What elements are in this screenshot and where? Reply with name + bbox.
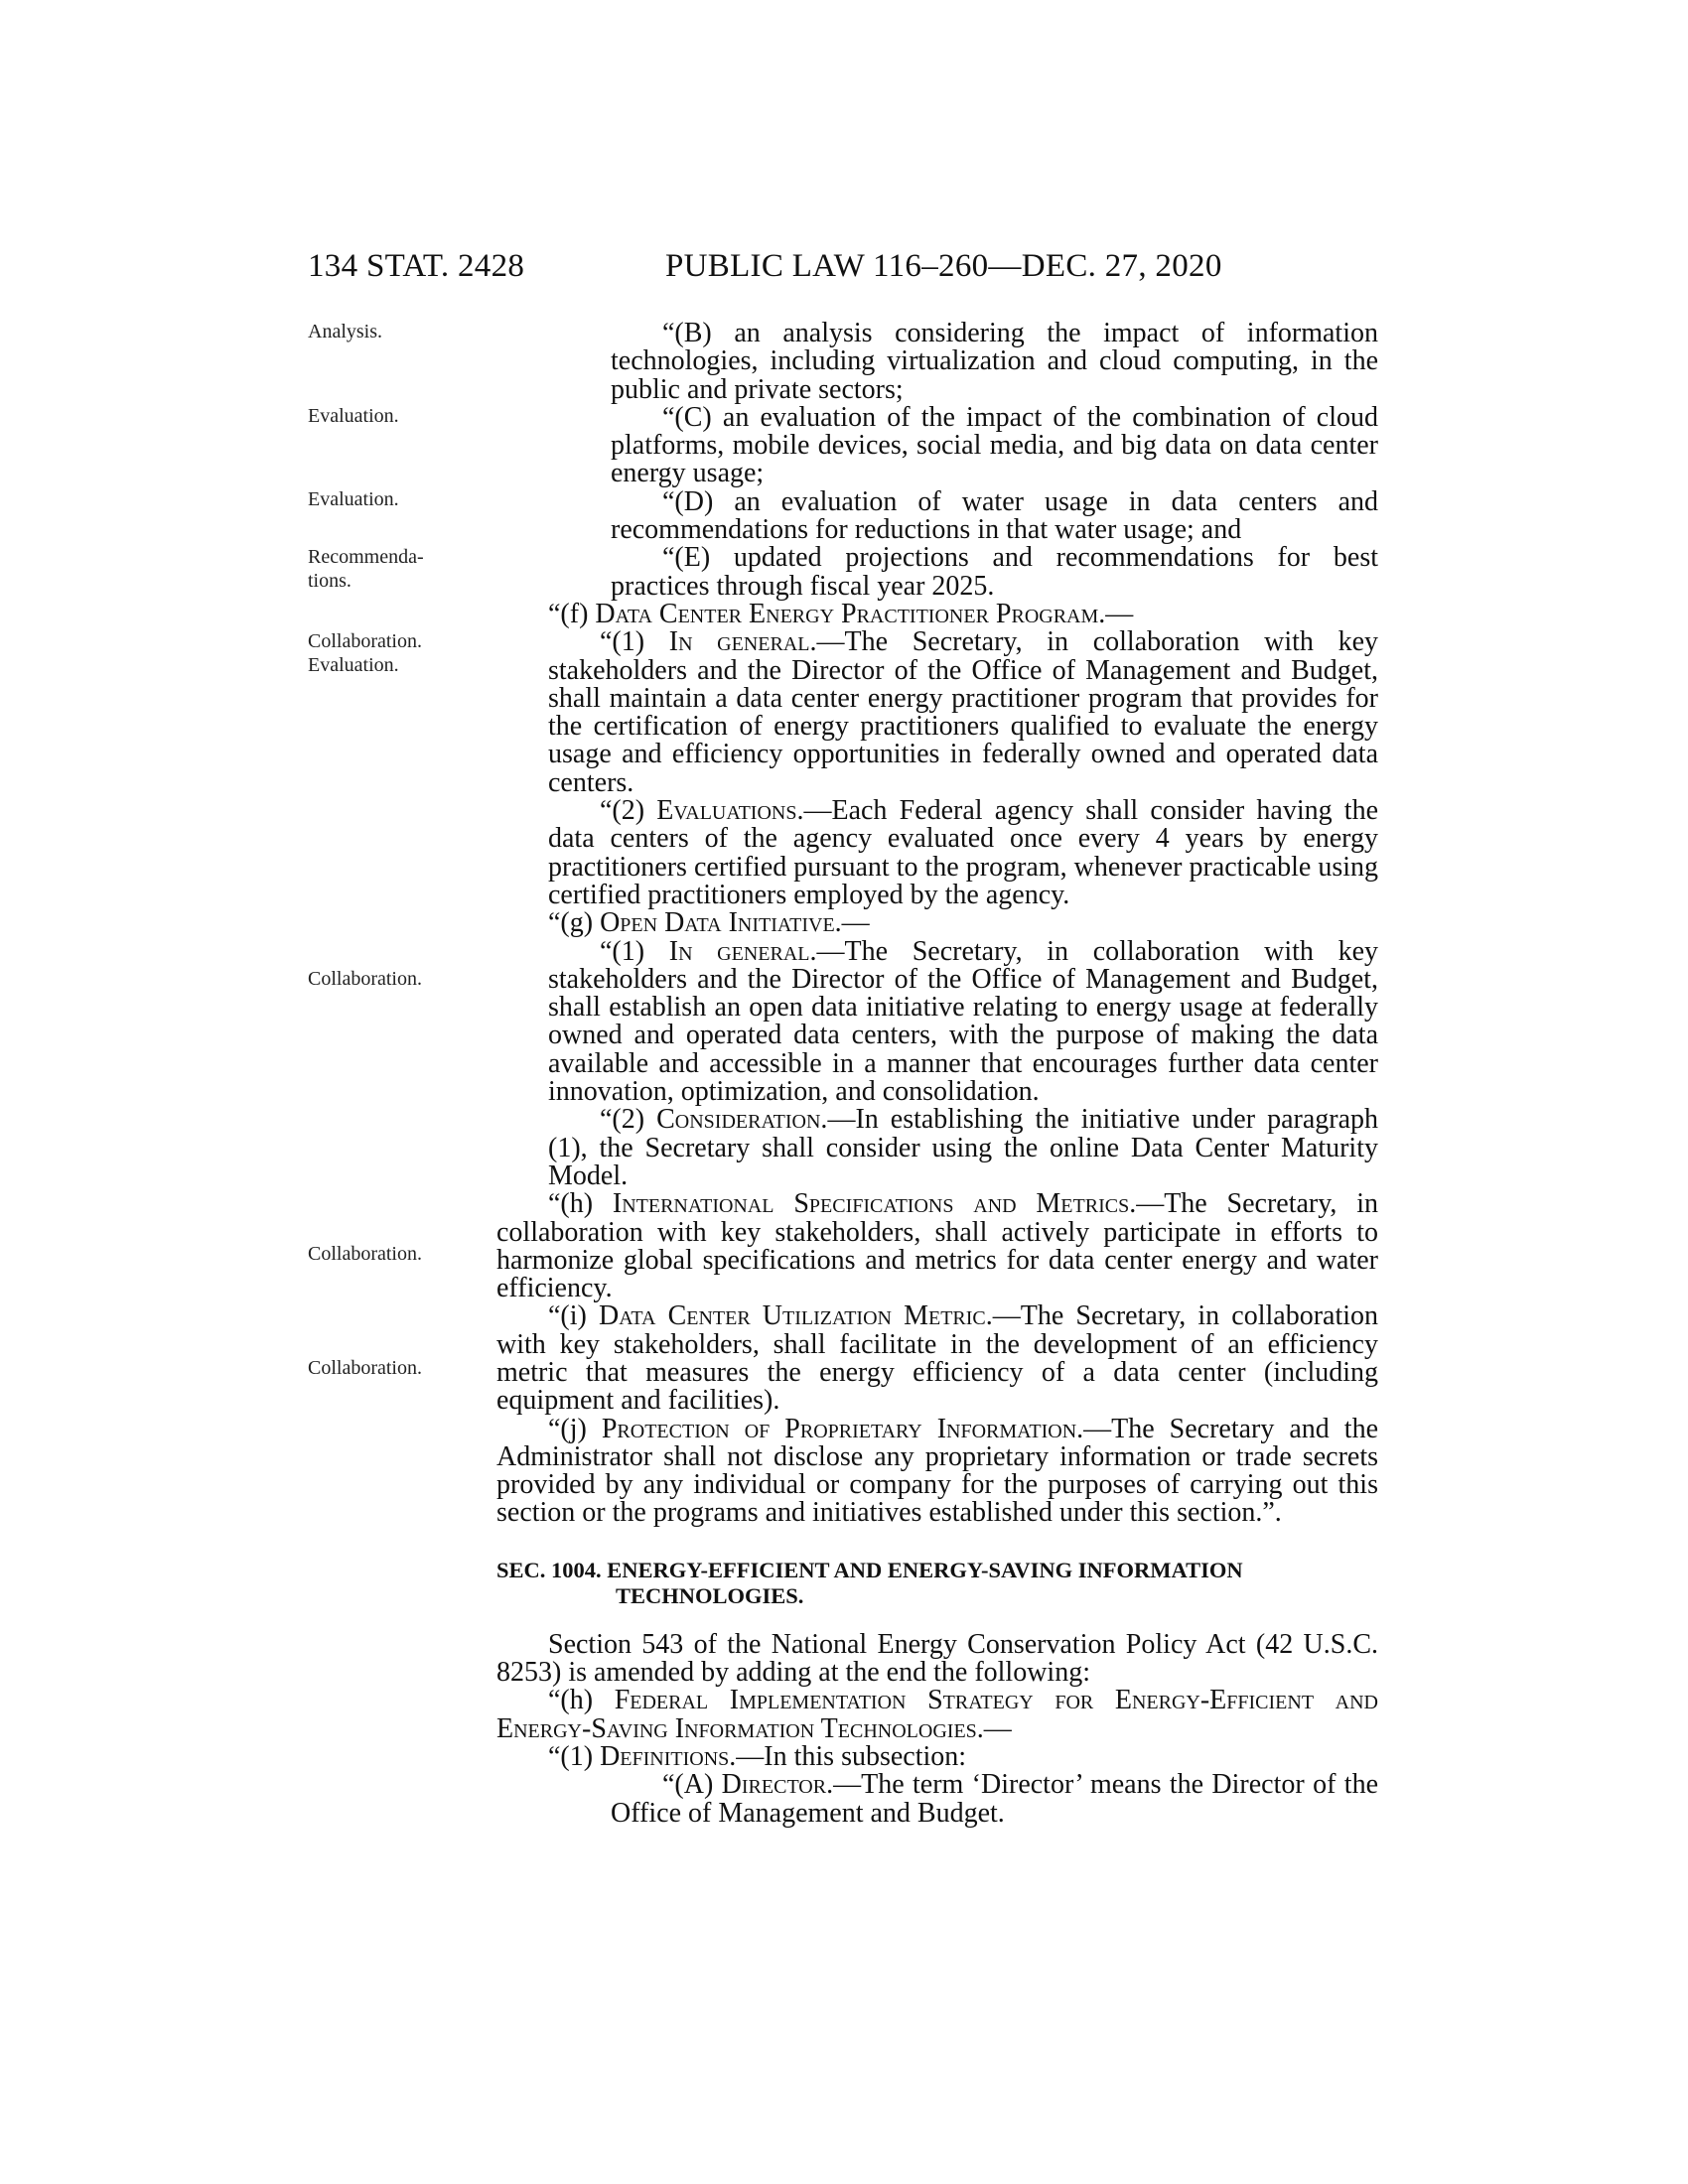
margin-note-evaluation: Evaluation. [308, 488, 399, 510]
paragraph-g1 [496, 935, 1378, 1108]
subsection-text: —The Secretary and the Administrator shall not disclose any proprietary information or trade secrets provided by any individual or company for the purposes of carrying out this section or the programs and initiatives established under this section.”. [496, 1413, 1378, 1529]
section-heading-line: SEC. 1004. ENERGY-EFFICIENT AND ENERGY-SAVING INFORMATION [496, 1557, 1243, 1582]
paragraph-marker: “(1) [600, 626, 669, 658]
paragraph-f1 [496, 628, 1378, 797]
subsection-title: Federal Implementation Strategy for Energy-Efficient and Energy-Saving Information Technologies.— [496, 1685, 1378, 1744]
paragraph-f2 [496, 797, 1378, 909]
subsection-title: Data Center Energy Practitioner Program.— [595, 598, 1134, 629]
section-heading [496, 1558, 1378, 1609]
paragraph-title: Consideration. [656, 1104, 828, 1136]
paragraph-marker: “(2) [600, 1104, 657, 1136]
margin-note-evaluation: Evaluation. [308, 405, 399, 427]
clause-text: “(B) an analysis considering the impact of information technologies, including virtualization and cloud computing, in the public and private sectors; [611, 318, 1378, 405]
subparagraph-marker: “(A) [662, 1769, 722, 1801]
clause-c [496, 401, 1378, 489]
subsection-title: Open Data Initiative.— [600, 907, 870, 939]
section-intro-text: Section 543 of the National Energy Conservation Policy Act (42 U.S.C. 8253) is amended by adding at the end the following: [496, 1628, 1378, 1689]
paragraph-text: —The Secretary, in collaboration with key stakeholders and the Director of the Office of Management and Budget, shall establish an open data initiative relating to energy usage at federally owned and operated data centers, with the purpose of making the data available and accessible in a manner that encourages further data center innovation, optimization, and consolidation. [548, 935, 1378, 1108]
paragraph-text: —In this subsection: [736, 1740, 967, 1772]
subparagraph-text: —The term ‘Director’ means the Director of the Office of Management and Budget. [611, 1769, 1378, 1829]
subsection-title: International Specifications and Metrics. [612, 1188, 1137, 1220]
subsection-text: —The Secretary, in collaboration with key stakeholders, shall actively participate in efforts to harmonize global specifications and metrics for data center energy and water efficiency. [496, 1188, 1379, 1304]
page-stat-citation: 134 STAT. 2428 [308, 248, 525, 284]
clause-text: “(C) an evaluation of the impact of the combination of cloud platforms, mobile devices, social media, and big data on data center energy usage; [611, 401, 1378, 489]
margin-note-analysis: Analysis. [308, 321, 382, 342]
margin-note-collaboration: Collaboration. [308, 968, 422, 990]
subsection-f-heading [496, 598, 1378, 629]
page-law-header: PUBLIC LAW 116–260—DEC. 27, 2020 [665, 248, 1222, 284]
clause-text: “(E) updated projections and recommendations for best practices through fiscal year 2025. [611, 542, 1378, 602]
subparagraph-a [496, 1771, 1378, 1828]
margin-note-collaboration-evaluation: Collaboration. Evaluation. [308, 630, 422, 676]
subsection-marker: “(f) [548, 598, 596, 629]
paragraph-title: Evaluations. [656, 795, 804, 827]
document-body [496, 320, 1378, 1828]
margin-note-collaboration: Collaboration. [308, 1243, 422, 1265]
subparagraph-title: Director. [721, 1769, 834, 1801]
paragraph-g2 [496, 1106, 1378, 1190]
subsection-title: Protection of Proprietary Information. [601, 1413, 1084, 1444]
section-heading-line: TECHNOLOGIES. [616, 1582, 804, 1608]
subsection-marker: “(i) [548, 1300, 599, 1332]
subsection-marker: “(g) [548, 907, 601, 939]
paragraph-text: —The Secretary, in collaboration with key stakeholders and the Director of the Office of Management and Budget, shall maintain a data center energy practitioner program that provides for the certification of energy practitioners qualified to evaluate the energy usage and efficiency opportunities in federally owned and operated data centers. [548, 626, 1378, 798]
subsection-marker: “(h) [548, 1188, 613, 1220]
subsection-title: Data Center Utilization Metric. [598, 1300, 993, 1332]
subsection-i [496, 1302, 1378, 1415]
paragraph-title: Definitions. [600, 1740, 737, 1772]
margin-note-collaboration: Collaboration. [308, 1357, 422, 1379]
subsection-h [496, 1190, 1378, 1302]
paragraph-text: —Each Federal agency shall consider having the data centers of the agency evaluated once every 4 years by energy practitioners certified pursuant to the program, whenever practicable using certified practitioners employed by the agency. [548, 795, 1379, 910]
subsection-g-heading [496, 909, 1378, 937]
margin-note-recommendations: Recommenda- tions. [308, 546, 424, 592]
clause-b [496, 320, 1378, 404]
subsection-marker: “(h) [548, 1685, 615, 1716]
paragraph-h1 [496, 1740, 1378, 1772]
paragraph-marker: “(1) [600, 935, 669, 967]
paragraph-text: —In establishing the initiative under paragraph (1), the Secretary shall consider using the online Data Center Maturity Model. [548, 1104, 1379, 1191]
subsection-marker: “(j) [548, 1413, 602, 1444]
clause-text: “(D) an evaluation of water usage in data centers and recommendations for reductions in that water usage; and [611, 485, 1378, 546]
clause-d [496, 485, 1378, 546]
section-intro [496, 1628, 1378, 1689]
paragraph-title: In general. [668, 626, 817, 658]
clause-e [496, 544, 1378, 601]
paragraph-marker: “(2) [600, 795, 657, 827]
paragraph-marker: “(1) [548, 1740, 601, 1772]
subsection-text: —The Secretary, in collaboration with key stakeholders, shall facilitate in the development of an efficiency metric that measures the energy efficiency of a data center (including equipment and facilities). [496, 1300, 1379, 1417]
paragraph-title: In general. [668, 935, 817, 967]
subsection-j [496, 1413, 1378, 1529]
subsection-h-amendment [496, 1687, 1378, 1743]
